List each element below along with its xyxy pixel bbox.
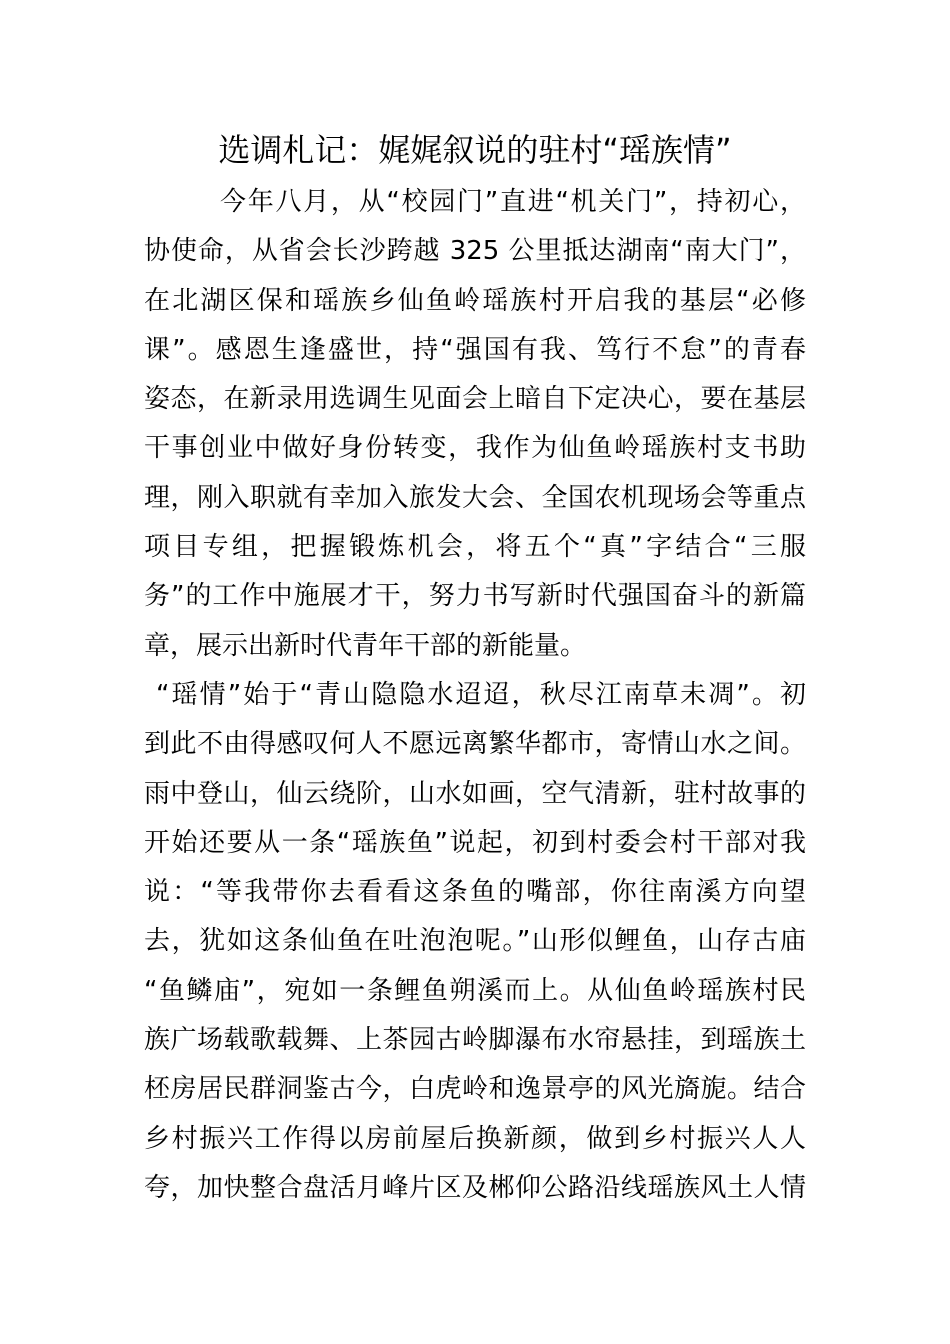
paragraph-line: 雨中登山，仙云绕阶，山水如画，空气清新，驻村故事的	[144, 778, 806, 809]
paragraph-1	[144, 178, 806, 671]
paragraph-line: 到此不由得感叹何人不愿远离繁华都市，寄情山水之间。	[144, 729, 806, 760]
document-body	[144, 178, 806, 1213]
paragraph-line: 理，刚入职就有幸加入旅发大会、全国农机现场会等重点	[144, 482, 806, 513]
paragraph-line: 说：“等我带你去看看这条鱼的嘴部，你往南溪方向望	[144, 877, 806, 908]
paragraph-line: 协使命，从省会长沙跨越 325 公里抵达湖南“南大门”，	[144, 236, 806, 267]
paragraph-line: “瑶情”始于“青山隐隐水迢迢，秋尽江南草未凋”。初	[156, 679, 806, 710]
paragraph-line: 在北湖区保和瑶族乡仙鱼岭瑶族村开启我的基层“必修	[144, 285, 806, 316]
paragraph-line: 干事创业中做好身份转变，我作为仙鱼岭瑶族村支书助	[144, 433, 806, 464]
paragraph-line: 去，犹如这条仙鱼在吐泡泡呢。”山形似鲤鱼，山存古庙	[144, 926, 806, 957]
paragraph-line: 开始还要从一条“瑶族鱼”说起，初到村委会村干部对我	[144, 827, 806, 858]
paragraph-line: 族广场载歌载舞、上茶园古岭脚瀑布水帘悬挂，到瑶族土	[144, 1025, 806, 1056]
paragraph-line: 姿态，在新录用选调生见面会上暗自下定决心，要在基层	[144, 384, 806, 415]
paragraph-line: 柸房居民群洞鉴古今，白虎岭和逸景亭的风光旖旎。结合	[144, 1074, 806, 1105]
paragraph-line: 项目专组，把握锻炼机会，将五个“真”字结合“三服	[144, 532, 806, 563]
paragraph-line: 章，展示出新时代青年干部的新能量。	[144, 630, 587, 661]
paragraph-line: 课”。感恩生逢盛世，持“强国有我、笃行不怠”的青春	[144, 334, 806, 365]
paragraph-line: 乡村振兴工作得以房前屋后换新颜，做到乡村振兴人人	[144, 1123, 806, 1154]
document-title: 选调札记：娓娓叙说的驻村“瑶族情”	[218, 131, 732, 169]
paragraph-line: 今年八月，从“校园门”直进“机关门”，持初心，	[220, 187, 806, 217]
paragraph-line: 夸，加快整合盘活月峰片区及郴仰公路沿线瑶族风土人情	[144, 1172, 806, 1203]
paragraph-line: “鱼鳞庙”，宛如一条鲤鱼朔溪而上。从仙鱼岭瑶族村民	[144, 975, 806, 1006]
paragraph-2	[144, 671, 806, 1213]
paragraph-line: 务”的工作中施展才干，努力书写新时代强国奋斗的新篇	[144, 581, 806, 612]
